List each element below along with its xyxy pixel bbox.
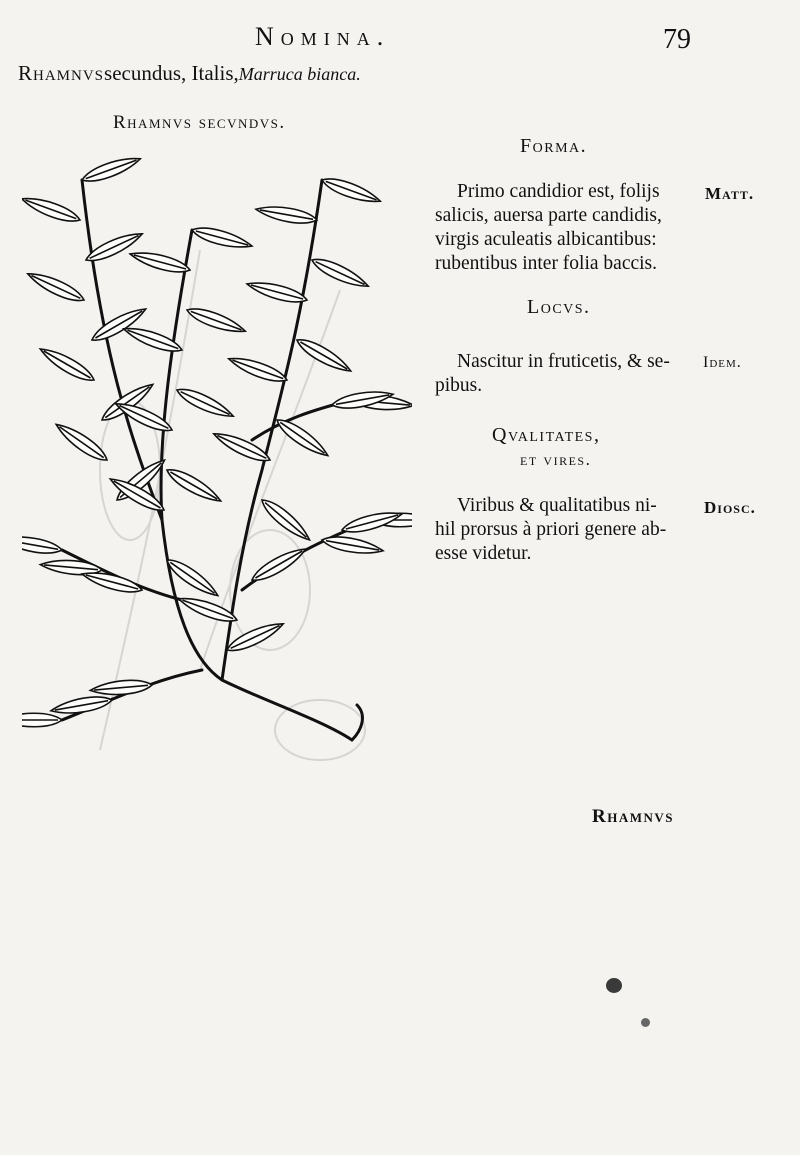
leaf-shape: [321, 533, 384, 557]
entry-title: [18, 61, 361, 86]
leaf-shape: [185, 304, 248, 338]
leaf-shape: [226, 352, 289, 386]
entry-title-italic: Marruca bianca.: [238, 64, 361, 84]
leaf-shape: [258, 495, 314, 545]
text-line: Primo candidior est, folijs: [457, 181, 660, 202]
leaf-shape: [245, 277, 308, 306]
catchword: Rhamnvs: [592, 806, 674, 827]
leaf-shape: [80, 152, 143, 186]
page-number: 79: [663, 24, 691, 55]
entry-title-text: secundus, Italis,: [104, 61, 239, 85]
text-line: esse videtur.: [435, 543, 532, 564]
figure-caption: Rhamnvs secvndvs.: [113, 112, 286, 133]
leaf-shape: [273, 414, 332, 461]
marginal-note-matt: Matt.: [705, 184, 755, 203]
section-text-qualitates: [435, 494, 666, 566]
text-line: salicis, auersa parte candidis,: [435, 205, 662, 226]
text-line: rubentibus inter folia baccis.: [435, 253, 658, 274]
marginal-note-idem: Idem.: [703, 354, 742, 371]
section-text-forma: [435, 180, 662, 276]
section-heading-locus: Locvs.: [527, 296, 591, 318]
leaf-shape: [22, 713, 62, 727]
text-line: hil prorsus à priori genere ab-: [435, 519, 667, 540]
leaf-shape: [249, 543, 309, 586]
leaf-shape: [83, 228, 145, 266]
leaf-shape: [52, 419, 111, 466]
entry-title-name: Rhamnvs: [18, 61, 105, 85]
ink-blot: [606, 978, 622, 993]
section-heading-qualitates: Qvalitates,: [492, 424, 601, 446]
leaf-shape: [174, 384, 236, 422]
leaf-shape: [190, 223, 253, 252]
leaf-shape: [309, 254, 371, 292]
marginal-note-diosc: Diosc.: [704, 498, 756, 517]
leaf-shape: [22, 192, 82, 226]
text-line: virgis aculeatis albicantibus:: [435, 229, 657, 250]
text-line: pibus.: [435, 375, 483, 396]
leaf-shape: [320, 174, 383, 208]
leaf-shape: [294, 334, 354, 377]
section-subheading-vires: et vires.: [520, 450, 592, 469]
text-line: Nascitur in fruticetis, & se-: [457, 351, 670, 372]
leaf-shape: [37, 343, 97, 386]
leaf-shape: [50, 693, 113, 717]
section-heading-forma: Forma.: [520, 135, 588, 157]
section-text-locus: [435, 350, 670, 398]
leaf-shape: [128, 247, 191, 276]
leaf-shape: [224, 618, 286, 656]
ink-blot: [641, 1018, 650, 1027]
leaf-shape: [164, 464, 224, 507]
leaf-shape: [90, 678, 153, 697]
text-line: Viribus & qualitatibus ni-: [457, 495, 657, 516]
rhamnus-branch-icon: [22, 140, 412, 760]
leaf-shape: [25, 268, 87, 306]
leaf-shape: [176, 592, 239, 626]
running-title: Nomina.: [255, 22, 391, 51]
leaf-shape: [255, 203, 318, 227]
leaf-shape: [22, 533, 63, 557]
